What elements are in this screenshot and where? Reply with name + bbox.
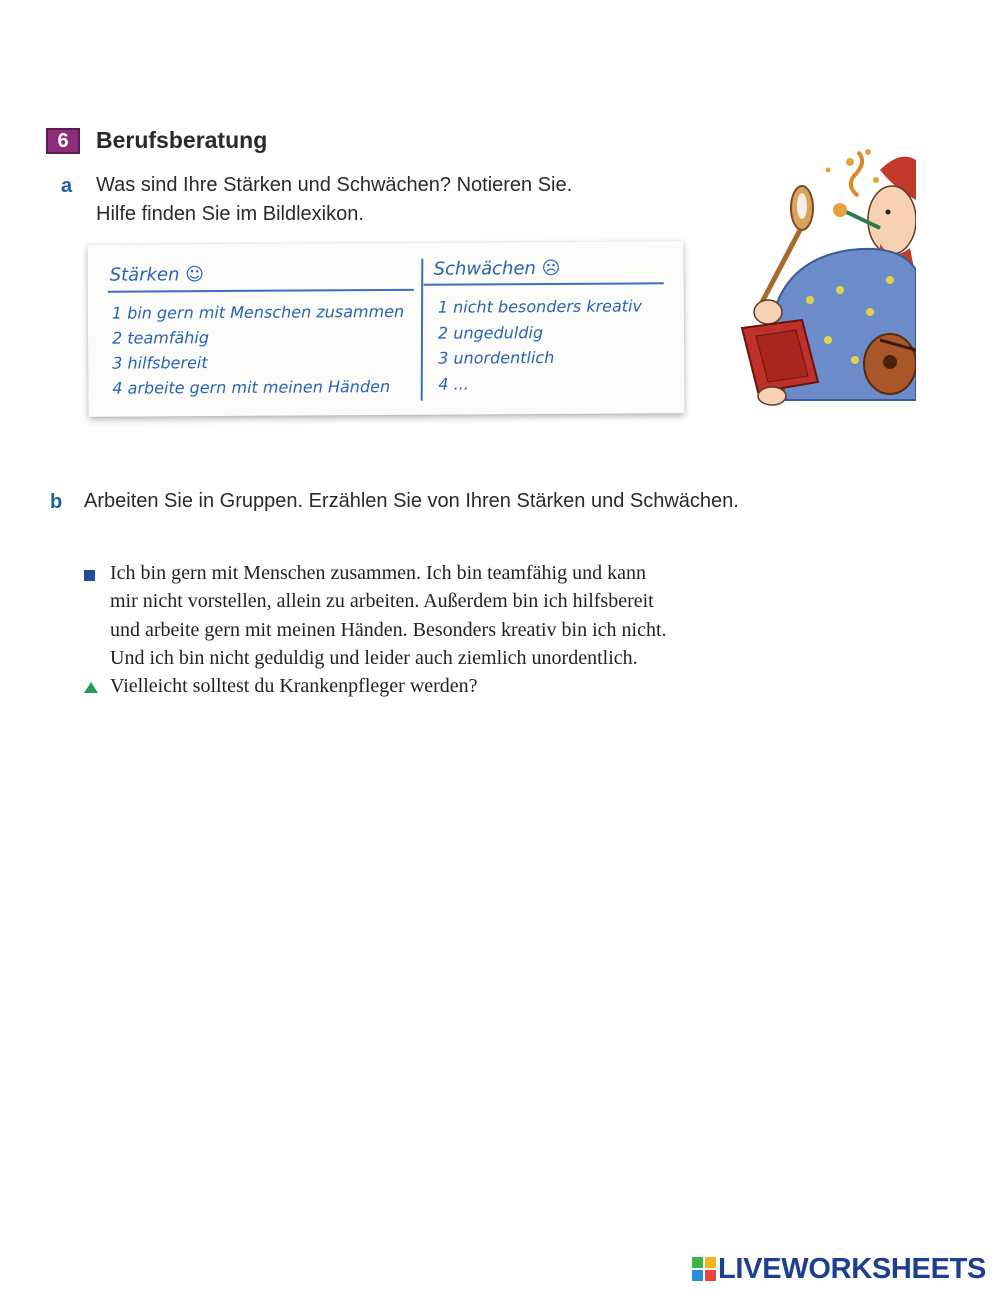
- man-with-spoon-book-guitar-illustration: [730, 140, 916, 412]
- exercise-number-badge: 6: [46, 128, 80, 154]
- part-a-instruction-line2: Hilfe finden Sie im Bildlexikon.: [96, 203, 364, 225]
- liveworksheets-logo-icon: [692, 1257, 716, 1281]
- strength-item: 2 teamfähig: [111, 328, 210, 348]
- dialog-line: Ich bin gern mit Menschen zusammen. Ich bin teamfähig und kann: [110, 562, 646, 584]
- notepad-card: [87, 241, 684, 417]
- dialog-line: mir nicht vorstellen, allein zu arbeiten. Außerdem bin ich hilfsbereit: [110, 590, 654, 612]
- part-b-letter: b: [50, 491, 63, 513]
- strength-item: 1 bin gern mit Menschen zusammen: [111, 301, 405, 323]
- green-triangle-icon: [84, 682, 98, 693]
- weakness-item: 4 ...: [438, 374, 469, 394]
- blue-square-icon: [84, 570, 95, 581]
- weakness-item: 3 unordentlich: [438, 347, 555, 368]
- weakness-item: 1 nicht besonders kreativ: [437, 296, 643, 317]
- dialog-line: und arbeite gern mit meinen Händen. Besonders kreativ bin ich nicht.: [110, 619, 667, 641]
- strength-item: 3 hilfsbereit: [112, 353, 208, 373]
- column-divider: [421, 259, 424, 401]
- dialog-line: Vielleicht solltest du Krankenpfleger werden?: [110, 675, 478, 697]
- weakness-item: 2 ungeduldig: [437, 323, 544, 343]
- part-b-instruction: Arbeiten Sie in Gruppen. Erzählen Sie von Ihren Stärken und Schwächen.: [84, 490, 739, 512]
- part-a-letter: a: [61, 175, 73, 197]
- weaknesses-header: Schwächen ☹: [433, 257, 561, 280]
- exercise-title: Berufsberatung: [96, 127, 268, 153]
- dialog-line: Und ich bin nicht geduldig und leider auch ziemlich unordentlich.: [110, 647, 638, 669]
- strength-item: 4 arbeite gern mit meinen Händen: [112, 376, 391, 398]
- brand-name: LIVEWORKSHEETS: [718, 1253, 987, 1285]
- header-underline-left: [108, 289, 414, 293]
- header-underline-right: [424, 282, 664, 285]
- part-a-instruction-line1: Was sind Ihre Stärken und Schwächen? Notieren Sie.: [96, 174, 573, 196]
- page-cut-mask: [0, 697, 1000, 717]
- strengths-header: Stärken ☺: [109, 264, 205, 286]
